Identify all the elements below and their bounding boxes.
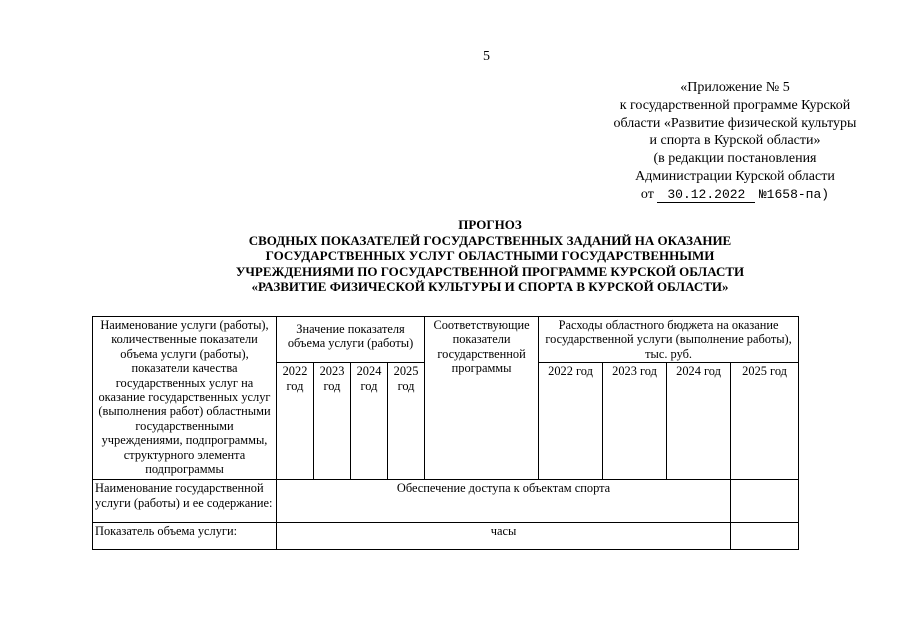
volume-label: Показатель объема услуги: [93, 523, 277, 550]
header-value: Значение показателя объема услуги (работы) [277, 317, 425, 363]
title-line: «РАЗВИТИЕ ФИЗИЧЕСКОЙ КУЛЬТУРЫ И СПОРТА В КУРСКОЙ ОБЛАСТИ» [251, 279, 729, 295]
service-value: Обеспечение доступа к объектам спорта [277, 480, 731, 523]
value-year: 2023 год [314, 363, 351, 480]
forecast-table [92, 316, 799, 550]
empty-cell [731, 480, 799, 523]
resolution-number: №1658-па) [758, 186, 830, 202]
expense-year: 2023 год [603, 363, 667, 480]
title-line: УЧРЕЖДЕНИЯМИ ПО ГОСУДАРСТВЕННОЙ ПРОГРАММЕ КУРСКОЙ ОБЛАСТИ [235, 263, 745, 279]
appendix-date-line [590, 186, 880, 204]
header-program-indicators: Соответствующие показатели государственной программы [425, 317, 539, 480]
value-year: 2025 год [388, 363, 425, 480]
value-year: 2022 год [277, 363, 314, 480]
appendix-line: области «Развитие физической культуры [613, 115, 857, 131]
title-line: ПРОГНОЗ [458, 217, 522, 232]
date-prefix: от [640, 186, 654, 202]
title-line: ГОСУДАРСТВЕННЫХ УСЛУГ ОБЛАСТНЫМИ ГОСУДАРСТВЕННЫМИ [265, 248, 715, 264]
table-row [93, 523, 799, 550]
expense-year: 2022 год [539, 363, 603, 480]
service-label: Наименование государственной услуги (работы) и ее содержание: [93, 480, 277, 523]
appendix-line: «Приложение № 5 [680, 80, 790, 95]
appendix-line: к государственной программе Курской [619, 97, 851, 113]
header-expenses: Расходы областного бюджета на оказание государственной услуги (выполнение работы), тыс. руб. [539, 317, 799, 363]
expense-year: 2025 год [731, 363, 799, 480]
volume-value: часы [277, 523, 731, 550]
appendix-line: (в редакции постановления [653, 151, 817, 167]
title-line: СВОДНЫХ ПОКАЗАТЕЛЕЙ ГОСУДАРСТВЕННЫХ ЗАДАНИЙ НА ОКАЗАНИЕ [248, 232, 732, 248]
table-row [93, 480, 799, 523]
expense-year: 2024 год [667, 363, 731, 480]
appendix-line: и спорта в Курской области» [649, 133, 821, 149]
header-service-name: Наименование услуги (работы), количественные показатели объема услуги (работы), показатели качества государственных услуг на оказание государственных услуг (выполнения работ) областными государственными учреждениями, подпрограммы, структурного элемента подпрограммы [93, 317, 277, 480]
table-header-row [93, 317, 799, 363]
resolution-date: 30.12.2022 [657, 187, 755, 203]
appendix-header [590, 79, 880, 204]
appendix-line: Администрации Курской области [635, 168, 835, 184]
empty-cell [731, 523, 799, 550]
page-number: 5 [483, 49, 490, 64]
document-title [190, 217, 790, 295]
value-year: 2024 год [351, 363, 388, 480]
